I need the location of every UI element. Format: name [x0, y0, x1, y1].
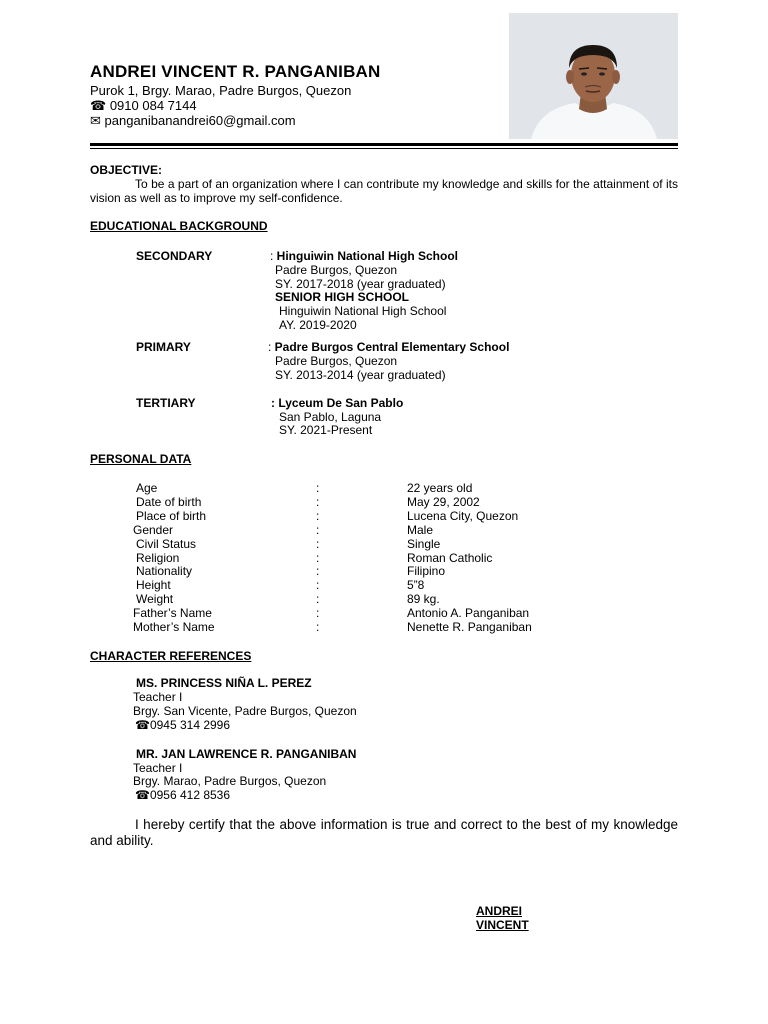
reference-1-name: MS. PRINCESS NIÑA L. PEREZ: [136, 676, 312, 690]
secondary-location: Padre Burgos, Quezon: [275, 263, 398, 277]
email-address: panganibanandrei60@gmail.com: [104, 113, 296, 128]
personal-value: 22 years old: [407, 481, 473, 495]
personal-separator: :: [316, 592, 320, 607]
secondary-school-line: : Hinguiwin National High School: [270, 249, 458, 263]
phone-icon: ☎: [90, 98, 107, 113]
personal-value: Roman Catholic: [407, 550, 493, 565]
personal-value: Nenette R. Panganiban: [407, 620, 532, 634]
reference-1-title: Teacher I: [133, 690, 183, 704]
personal-label: Civil Status: [136, 536, 197, 551]
primary-label: PRIMARY: [136, 340, 191, 354]
personal-separator: :: [316, 522, 320, 537]
primary-location: Padre Burgos, Quezon: [275, 354, 398, 368]
tertiary-location: San Pablo, Laguna: [279, 410, 382, 424]
objective-text: To be a part of an organization where I can contribute my knowledge and skills for the attainment of its vision as well as to improve my self-confidence.: [90, 177, 678, 205]
personal-label: Date of birth: [136, 494, 202, 509]
phone-icon: ☎: [135, 788, 150, 802]
personal-separator: :: [316, 494, 320, 509]
tertiary-school-line: : Lyceum De San Pablo: [271, 396, 404, 410]
personal-value: Single: [407, 536, 441, 551]
personal-label: Mother’s Name: [133, 620, 215, 634]
header-divider-thin: [90, 148, 678, 149]
reference-2-name: MR. JAN LAWRENCE R. PANGANIBAN: [136, 747, 357, 761]
personal-label: Age: [136, 481, 158, 495]
personal-label: Place of birth: [136, 508, 207, 523]
personal-label: Religion: [136, 550, 180, 565]
email-icon: ✉: [90, 113, 101, 128]
phone-number: 0910 084 7144: [109, 98, 197, 113]
primary-school: Padre Burgos Central Elementary School: [274, 340, 510, 354]
personal-label: Height: [136, 578, 171, 593]
tertiary-year: SY. 2021-Present: [279, 423, 373, 437]
personal-value: 89 kg.: [407, 592, 440, 607]
reference-2-address: Brgy. Marao, Padre Burgos, Quezon: [133, 774, 327, 788]
secondary-year: SY. 2017-2018 (year graduated): [275, 277, 446, 291]
personal-value: Antonio A. Panganiban: [407, 606, 530, 621]
personal-label: Gender: [133, 522, 174, 537]
personal-value: 5”8: [407, 578, 425, 593]
phone-line: [90, 98, 197, 114]
reference-1-address: Brgy. San Vicente, Padre Burgos, Quezon: [133, 704, 357, 718]
personal-separator: :: [316, 536, 320, 551]
phone-icon: ☎: [135, 718, 150, 732]
objective-heading: OBJECTIVE:: [90, 163, 163, 177]
personal-label: Weight: [136, 592, 174, 607]
email-line: [90, 113, 296, 129]
shs-label: SENIOR HIGH SCHOOL: [275, 290, 410, 304]
primary-year: SY. 2013-2014 (year graduated): [275, 368, 446, 382]
personal-value: May 29, 2002: [407, 494, 480, 509]
education-heading: EDUCATIONAL BACKGROUND: [90, 219, 268, 233]
tertiary-school: Lyceum De San Pablo: [278, 396, 404, 410]
personal-separator: :: [316, 620, 320, 634]
profile-photo: [509, 13, 678, 139]
personal-data-heading: PERSONAL DATA: [90, 452, 192, 466]
tertiary-label: TERTIARY: [136, 396, 196, 410]
shs-school: Hinguiwin National High School: [279, 304, 447, 318]
header-divider: [90, 143, 678, 146]
secondary-school: Hinguiwin National High School: [276, 249, 458, 263]
applicant-name: ANDREI VINCENT R. PANGANIBAN: [90, 62, 381, 81]
signature-line-1: ANDREI: [476, 904, 523, 918]
personal-separator: :: [316, 550, 320, 565]
personal-separator: :: [316, 578, 320, 593]
personal-value: Lucena City, Quezon: [407, 508, 519, 523]
reference-1-phone: 0945 314 2996: [149, 718, 231, 732]
certification-text: I hereby certify that the above information is true and correct to the best of my knowledge and ability.: [90, 817, 678, 848]
secondary-label: SECONDARY: [136, 249, 213, 263]
reference-2-phone-line: [135, 788, 230, 802]
references-heading: CHARACTER REFERENCES: [90, 649, 252, 663]
signature-line-2: VINCENT: [476, 918, 529, 932]
shs-year: AY. 2019-2020: [279, 318, 357, 332]
reference-2-title: Teacher I: [133, 761, 183, 775]
reference-2-phone: 0956 412 8536: [149, 788, 231, 802]
primary-school-line: : Padre Burgos Central Elementary School: [268, 340, 510, 354]
personal-separator: :: [316, 508, 320, 523]
personal-label: Father’s Name: [133, 606, 212, 621]
personal-separator: :: [316, 564, 320, 579]
personal-value: Filipino: [407, 564, 446, 579]
personal-separator: :: [316, 606, 320, 621]
reference-1-phone-line: [135, 718, 230, 732]
personal-value: Male: [407, 522, 434, 537]
address: Purok 1, Brgy. Marao, Padre Burgos, Quezon: [90, 83, 352, 98]
personal-separator: :: [316, 481, 320, 495]
personal-label: Nationality: [136, 564, 193, 579]
